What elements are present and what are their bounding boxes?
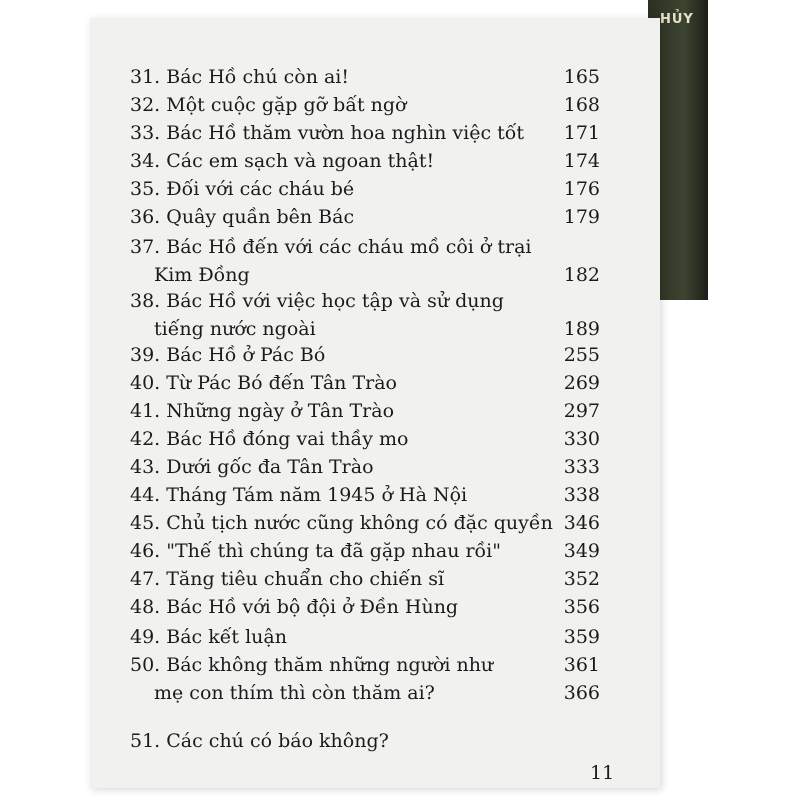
toc-entry: 37. Bác Hồ đến với các cháu mồ côi ở trại xyxy=(130,236,532,258)
toc-page-number: 349 xyxy=(563,540,600,562)
toc-entry: 38. Bác Hồ với việc học tập và sử dụng xyxy=(130,290,504,312)
toc-page-number: 255 xyxy=(563,344,600,366)
toc-page-number: 168 xyxy=(563,94,600,116)
toc-page-number: 171 xyxy=(563,122,600,144)
toc-entry: 48. Bác Hồ với bộ đội ở Đền Hùng xyxy=(130,596,459,618)
toc-entry: 34. Các em sạch và ngoan thật! xyxy=(130,150,435,172)
toc-entry: 42. Bác Hồ đóng vai thầy mo xyxy=(130,428,409,450)
toc-entry: mẹ con thím thì còn thăm ai? xyxy=(154,682,435,704)
toc-entry: 51. Các chú có báo không? xyxy=(130,730,389,752)
toc-entry: 44. Tháng Tám năm 1945 ở Hà Nội xyxy=(130,484,468,506)
toc-page-number: 356 xyxy=(563,596,600,618)
book-cover-label: HỦY xyxy=(660,12,694,27)
toc-entry: 36. Quây quần bên Bác xyxy=(130,206,355,228)
toc-page-number: 352 xyxy=(563,568,600,590)
book-page xyxy=(90,18,660,788)
toc-entry: 41. Những ngày ở Tân Trào xyxy=(130,400,395,422)
toc-page-number: 165 xyxy=(563,66,600,88)
toc-entry: 32. Một cuộc gặp gỡ bất ngờ xyxy=(130,94,407,116)
toc-page-number: 333 xyxy=(563,456,600,478)
toc-page-number: 269 xyxy=(563,372,600,394)
page-number: 11 xyxy=(590,762,615,784)
toc-page-number: 338 xyxy=(563,484,600,506)
toc-page-number: 176 xyxy=(563,178,600,200)
toc-entry: Kim Đồng xyxy=(154,264,250,286)
toc-page-number: 359 xyxy=(563,626,600,648)
toc-entry: 39. Bác Hồ ở Pác Bó xyxy=(130,344,326,366)
toc-entry: 46. "Thế thì chúng ta đã gặp nhau rồi" xyxy=(130,540,502,562)
toc-entry: 50. Bác không thăm những người như xyxy=(130,654,494,676)
toc-page-number: 366 xyxy=(563,682,600,704)
toc-entry: 49. Bác kết luận xyxy=(130,626,287,648)
toc-page-number: 182 xyxy=(563,264,600,286)
toc-entry: 40. Từ Pác Bó đến Tân Trào xyxy=(130,372,397,394)
toc-entry: 45. Chủ tịch nước cũng không có đặc quyền xyxy=(130,512,553,534)
toc-entry: 35. Đối với các cháu bé xyxy=(130,178,355,200)
toc-page-number: 330 xyxy=(563,428,600,450)
table-of-contents xyxy=(90,18,660,788)
toc-page-number: 361 xyxy=(563,654,600,676)
toc-page-number: 297 xyxy=(563,400,600,422)
toc-entry: 43. Dưới gốc đa Tân Trào xyxy=(130,456,374,478)
toc-entry: 33. Bác Hồ thăm vườn hoa nghìn việc tốt xyxy=(130,122,525,144)
toc-entry: 31. Bác Hồ chú còn ai! xyxy=(130,66,350,88)
toc-page-number: 179 xyxy=(563,206,600,228)
toc-page-number: 346 xyxy=(563,512,600,534)
toc-page-number: 189 xyxy=(563,318,600,340)
toc-entry: 47. Tăng tiêu chuẩn cho chiến sĩ xyxy=(130,568,445,590)
toc-page-number: 174 xyxy=(563,150,600,172)
toc-entry: tiếng nước ngoài xyxy=(154,318,316,340)
